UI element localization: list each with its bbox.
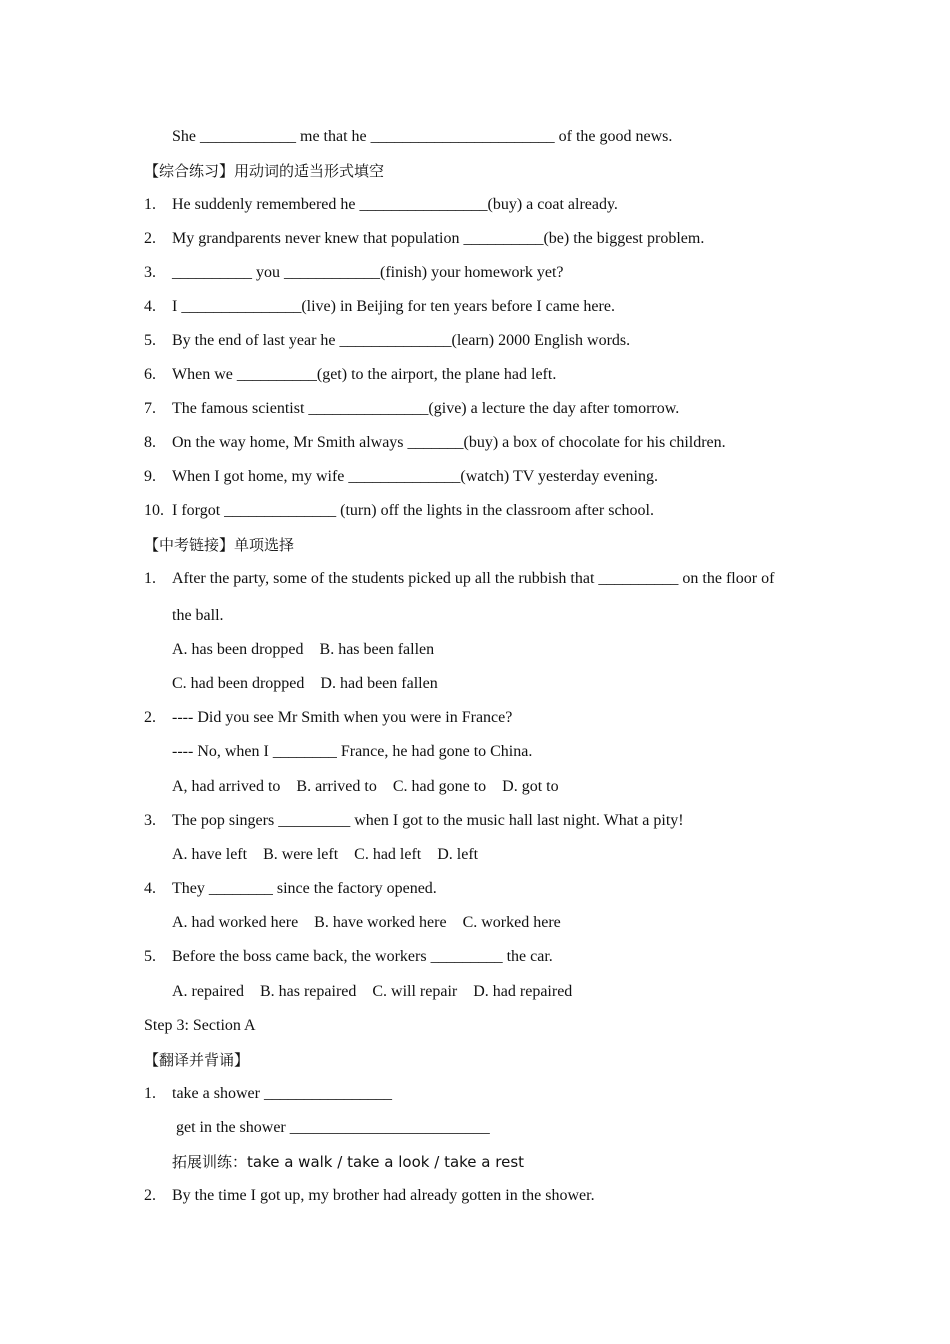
item-number: 2. <box>144 230 156 247</box>
exercise-item: I forgot ______________ (turn) off the lights in the classroom after school. <box>172 502 654 519</box>
question-stem: ---- Did you see Mr Smith when you were in France? <box>172 709 513 726</box>
item-number: 5. <box>144 948 156 965</box>
text-line: She ____________ me that he _______________________ of the good news. <box>172 128 673 145</box>
answer-options: A. had worked here B. have worked here C. worked here <box>172 914 561 931</box>
exercise-item: On the way home, Mr Smith always _______(buy) a box of chocolate for his children. <box>172 434 726 451</box>
question-stem: They ________ since the factory opened. <box>172 880 437 897</box>
item-number: 1. <box>144 570 156 587</box>
exercise-item: The famous scientist _______________(give) a lecture the day after tomorrow. <box>172 400 680 417</box>
answer-options: C. had been dropped D. had been fallen <box>172 675 438 692</box>
exercise-item: By the end of last year he ______________(learn) 2000 English words. <box>172 332 631 349</box>
answer-options: A. has been dropped B. has been fallen <box>172 641 435 658</box>
question-stem: ---- No, when I ________ France, he had gone to China. <box>172 743 533 760</box>
question-stem: After the party, some of the students picked up all the rubbish that __________ on the floor of <box>172 570 775 587</box>
exercise-item: When we __________(get) to the airport, the plane had left. <box>172 366 557 383</box>
item-number: 1. <box>144 196 156 213</box>
answer-options: A, had arrived to B. arrived to C. had gone to D. got to <box>172 778 559 795</box>
exercise-item: My grandparents never knew that population __________(be) the biggest problem. <box>172 230 705 247</box>
item-number: 8. <box>144 434 156 451</box>
section-heading: 【翻译并背诵】 <box>144 1051 250 1069</box>
exercise-item: take a shower ________________ <box>172 1085 392 1102</box>
item-number: 10. <box>144 502 164 519</box>
answer-options: A. repaired B. has repaired C. will repair D. had repaired <box>172 983 573 1000</box>
item-number: 2. <box>144 1187 156 1204</box>
item-number: 4. <box>144 880 156 897</box>
question-stem: Before the boss came back, the workers _________ the car. <box>172 948 553 965</box>
exercise-item: When I got home, my wife ______________(watch) TV yesterday evening. <box>172 468 658 485</box>
exercise-item: I _______________(live) in Beijing for ten years before I came here. <box>172 298 615 315</box>
item-number: 3. <box>144 264 156 281</box>
extension-note: 拓展训练：take a walk / take a look / take a rest <box>172 1153 525 1171</box>
item-number: 7. <box>144 400 156 417</box>
exercise-item: He suddenly remembered he ________________(buy) a coat already. <box>172 196 618 213</box>
question-stem: The pop singers _________ when I got to the music hall last night. What a pity! <box>172 812 684 829</box>
item-number: 5. <box>144 332 156 349</box>
item-number: 6. <box>144 366 156 383</box>
item-number: 1. <box>144 1085 156 1102</box>
question-stem: the ball. <box>172 607 224 624</box>
step-heading: Step 3: Section A <box>144 1017 256 1034</box>
section-heading: 【中考链接】单项选择 <box>144 536 295 554</box>
exercise-item: By the time I got up, my brother had already gotten in the shower. <box>172 1187 595 1204</box>
item-number: 4. <box>144 298 156 315</box>
section-heading: 【综合练习】用动词的适当形式填空 <box>144 162 385 180</box>
exercise-item: __________ you ____________(finish) your homework yet? <box>172 264 564 281</box>
item-number: 2. <box>144 709 156 726</box>
exercise-item: get in the shower _________________________ <box>172 1119 490 1136</box>
item-number: 3. <box>144 812 156 829</box>
answer-options: A. have left B. were left C. had left D. left <box>172 846 479 863</box>
item-number: 9. <box>144 468 156 485</box>
